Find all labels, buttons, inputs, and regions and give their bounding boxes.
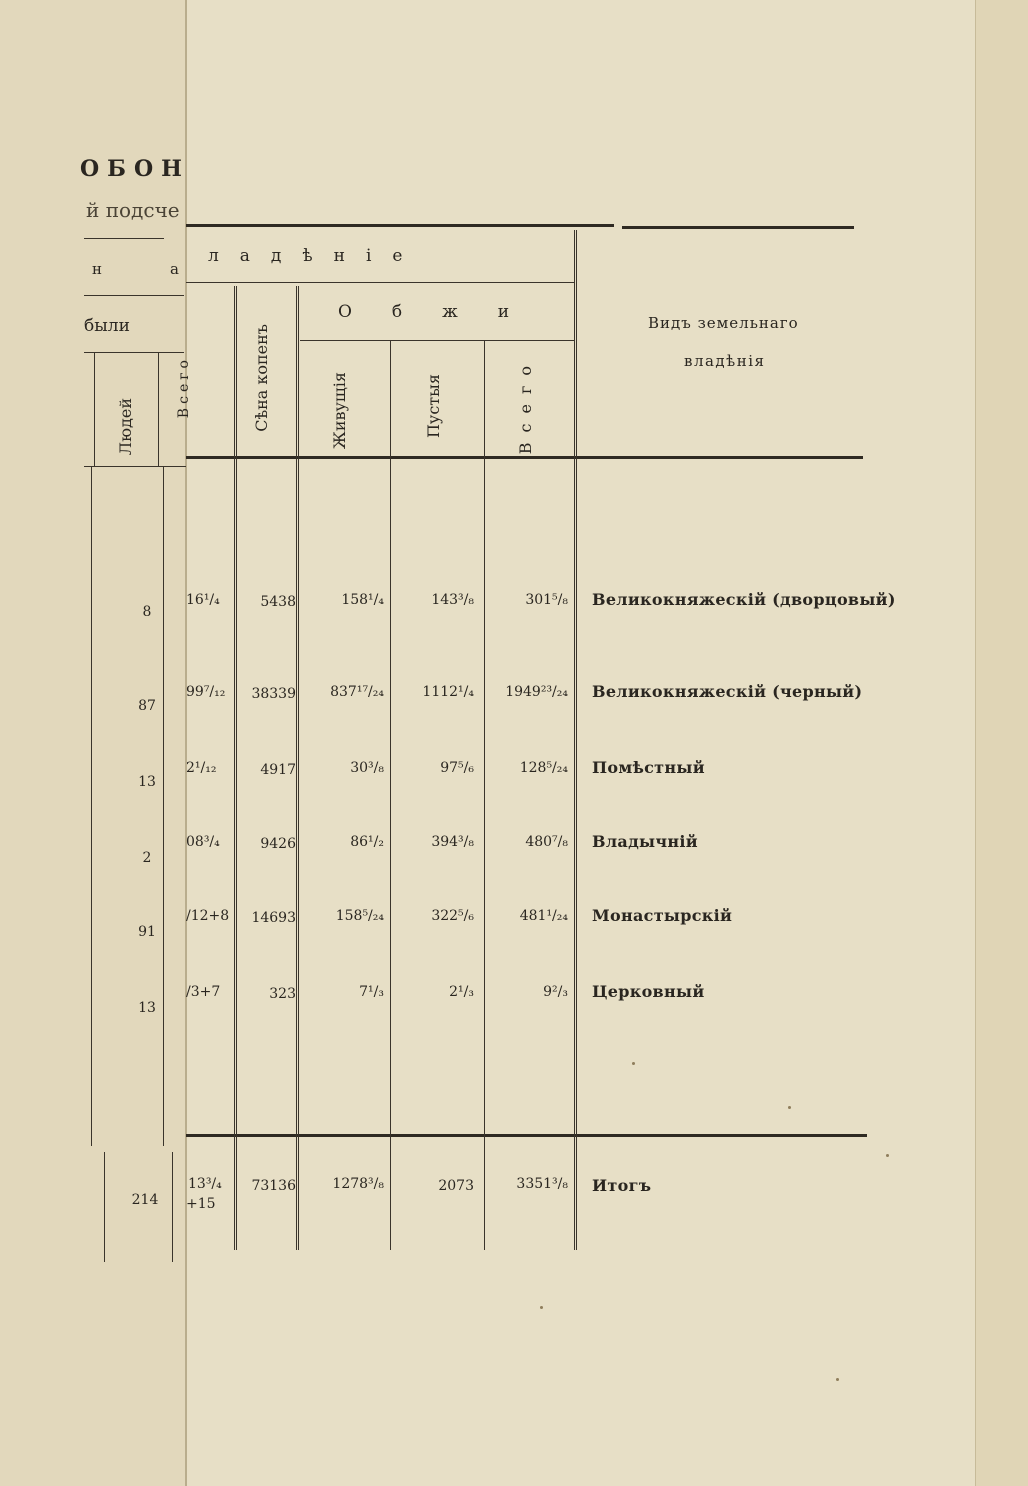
row-people: 13 [138, 1000, 156, 1016]
row-pustyya: 1112¹/₄ [422, 684, 474, 700]
total-seno: 73136 [251, 1178, 296, 1194]
vline-seno-right [296, 286, 299, 1250]
row-seno: 4917 [260, 762, 296, 778]
row-vsego: 1949²³/₂₄ [505, 684, 568, 700]
row-vsego: 480⁷/₈ [525, 834, 568, 850]
row-fragment: /3+7 [186, 984, 221, 1000]
row-vid: Владычній [592, 832, 698, 851]
total-zhiv: 1278³/₈ [332, 1176, 384, 1192]
row-pustyya: 143³/₈ [431, 592, 474, 608]
head-byli: были [84, 316, 130, 336]
row-vsego: 481¹/₂₄ [519, 908, 568, 924]
row-seno: 14693 [251, 910, 296, 926]
row-people: 13 [138, 774, 156, 790]
row-vid: Помѣстный [592, 758, 705, 777]
row-fragment: 2¹/₁₂ [186, 760, 217, 776]
head-people: Людей [116, 398, 135, 456]
head-vsego: Всего [516, 356, 535, 455]
head-left-a: а [170, 260, 179, 278]
row-vid: Церковный [592, 982, 705, 1001]
row-zhivushchiya: 30³/₈ [350, 760, 384, 776]
left-header-bottom-rule [84, 466, 186, 467]
vline-people-left [94, 352, 95, 466]
row-zhivushchiya: 158¹/₄ [341, 592, 384, 608]
row-zhivushchiya: 7¹/₃ [359, 984, 384, 1000]
row-vsego: 128⁵/₂₄ [519, 760, 568, 776]
speck [788, 1106, 791, 1109]
row-zhivushchiya: 86¹/₂ [350, 834, 384, 850]
row-vid: Великокняжескій (дворцовый) [592, 590, 896, 609]
row-vsego: 301⁵/₈ [525, 592, 568, 608]
row-people: 91 [138, 924, 156, 940]
speck [886, 1154, 889, 1157]
vline-body-2 [163, 466, 164, 1146]
head-seno: Сѣна копенъ [252, 324, 271, 432]
speck [836, 1378, 839, 1381]
left-page-edge [0, 0, 187, 1486]
head-obzhi-text: Обжи [338, 302, 550, 322]
row-seno: 323 [269, 986, 296, 1002]
row-pustyya: 2¹/₃ [449, 984, 474, 1000]
page-title-fragment: ОБОН [80, 156, 190, 182]
total-vsego: 3351³/₈ [516, 1176, 568, 1192]
row-zhivushchiya: 158⁵/₂₄ [335, 908, 384, 924]
row-people: 8 [142, 604, 152, 620]
left-mid-rule [84, 295, 184, 296]
vline-pust-right [484, 340, 485, 1250]
row-people: 87 [138, 698, 156, 714]
vline-body-1 [91, 466, 92, 1146]
row-vid: Великокняжескій (черный) [592, 682, 863, 701]
row-people: 2 [142, 850, 152, 866]
vladenie-rule [186, 282, 574, 283]
top-rule-right [622, 226, 854, 229]
vline-total-2 [172, 1152, 173, 1262]
total-fragment-2: +15 [186, 1196, 216, 1212]
page-subtitle-fragment: й подсче [86, 198, 180, 222]
row-zhivushchiya: 837¹⁷/₂₄ [330, 684, 384, 700]
row-pustyya: 97⁵/₆ [440, 760, 474, 776]
row-vid: Монастырскій [592, 906, 733, 925]
row-vsego: 9²/₃ [543, 984, 568, 1000]
head-pustyya: Пустыя [424, 374, 443, 439]
vline-zhiv-right [390, 340, 391, 1250]
head-vid-line1: Видъ земельнаго [648, 314, 799, 332]
total-fragment-1: 13³/₄ [188, 1176, 222, 1192]
row-fragment: 16¹/₄ [186, 592, 220, 608]
left-low-rule [84, 352, 184, 353]
total-pust: 2073 [438, 1178, 474, 1194]
head-vsego-fragment: Всего [176, 356, 192, 419]
row-fragment: /12+8 [186, 908, 230, 924]
right-page-edge [975, 0, 1028, 1486]
speck [632, 1062, 635, 1065]
top-rule-left [186, 224, 614, 227]
header-bottom-rule [186, 456, 863, 459]
obzhi-rule [300, 340, 574, 341]
row-seno: 5438 [260, 594, 296, 610]
vline-people-right [158, 352, 159, 466]
left-top-rule [84, 238, 164, 239]
row-pustyya: 322⁵/₆ [431, 908, 474, 924]
speck [540, 1306, 543, 1309]
row-seno: 9426 [260, 836, 296, 852]
total-people: 214 [131, 1192, 159, 1208]
vline-vsego-right [574, 230, 577, 1250]
vline-total-1 [104, 1152, 105, 1262]
head-zhivushchiya: Живущія [330, 372, 349, 450]
head-vladenie: ладѣніе [208, 246, 424, 266]
head-vid-line2: владѣнія [684, 352, 766, 370]
row-seno: 38339 [251, 686, 296, 702]
total-label: Итогъ [592, 1176, 652, 1195]
row-pustyya: 394³/₈ [431, 834, 474, 850]
total-rule [186, 1134, 867, 1137]
head-left-n: н [92, 260, 102, 278]
row-fragment: 08³/₄ [186, 834, 220, 850]
row-fragment: 99⁷/₁₂ [186, 684, 226, 700]
head-obzhi [338, 302, 549, 322]
